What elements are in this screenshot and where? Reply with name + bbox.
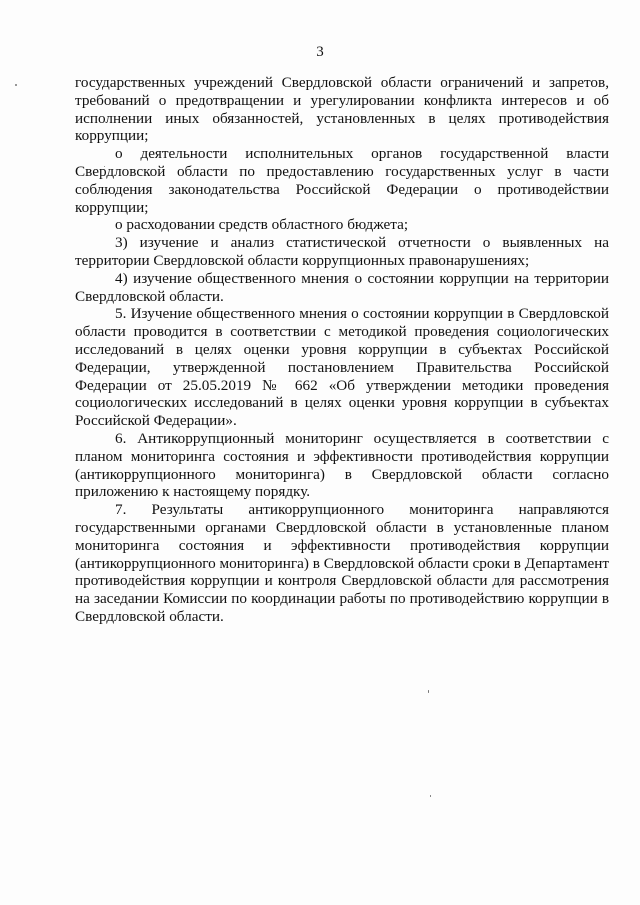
paragraph-budget: о расходовании средств областного бюджета; [115, 216, 409, 234]
page-number: 3 [316, 44, 324, 60]
paragraph-item-4: 4) изучение общественного мнения о состоянии коррупции на территории Свердловской области. [75, 269, 609, 305]
paragraph-item-3: 3) изучение и анализ статистической отчетности о выявленных на территории Свердловской области коррупционных правонарушениях; [75, 234, 609, 269]
paragraph-section-7: 7. Результаты антикоррупционного мониторинга направляются государственными органами Свердловской области в установленные планом мониторинга состояния и эффективности противодействия коррупции (антикоррупционного мониторинга) в Свердловской области сроки в Департамент противодействия коррупции и контроля Свердловской области для рассмотрения на заседании Комиссии по координации работы по противодействию коррупции в Свердловской области. [75, 501, 609, 625]
scan-speck [428, 690, 429, 693]
paragraph-section-5: 5. Изучение общественного мнения о состоянии коррупции в Свердловской области проводится в соответствии с методикой проведения социологических исследований в целях оценки уровня коррупции в субъектах Российской Федерации, утвержденной постановлением Правительства Российской Федерации от 25.05.2019 № 662 «Об утверждении методики проведения социологических исследований в целях оценки уровня коррупции в субъектах Российской Федерации». [75, 305, 609, 430]
scan-speck [430, 795, 431, 797]
paragraph-section-6: 6. Антикоррупционный мониторинг осуществляется в соответствии с планом мониторинга состояния и эффективности противодействия коррупции (антикоррупционного мониторинга) в Свердловской области согласно приложению к настоящему порядку. [75, 429, 609, 501]
paragraph-executive-bodies: о деятельности исполнительных органов государственной власти Свердловской области по предоставлению государственных услуг в части соблюдения законодательства Российской Федерации о противодействии коррупции; [75, 145, 609, 216]
paragraph-continuation: государственных учреждений Свердловской области ограничений и запретов, требований о предотвращении и урегулировании конфликта интересов и об исполнении иных обязанностей, установленных в целях противодействия коррупции; [75, 74, 609, 145]
scan-speck [15, 84, 17, 86]
document-body [75, 74, 609, 626]
